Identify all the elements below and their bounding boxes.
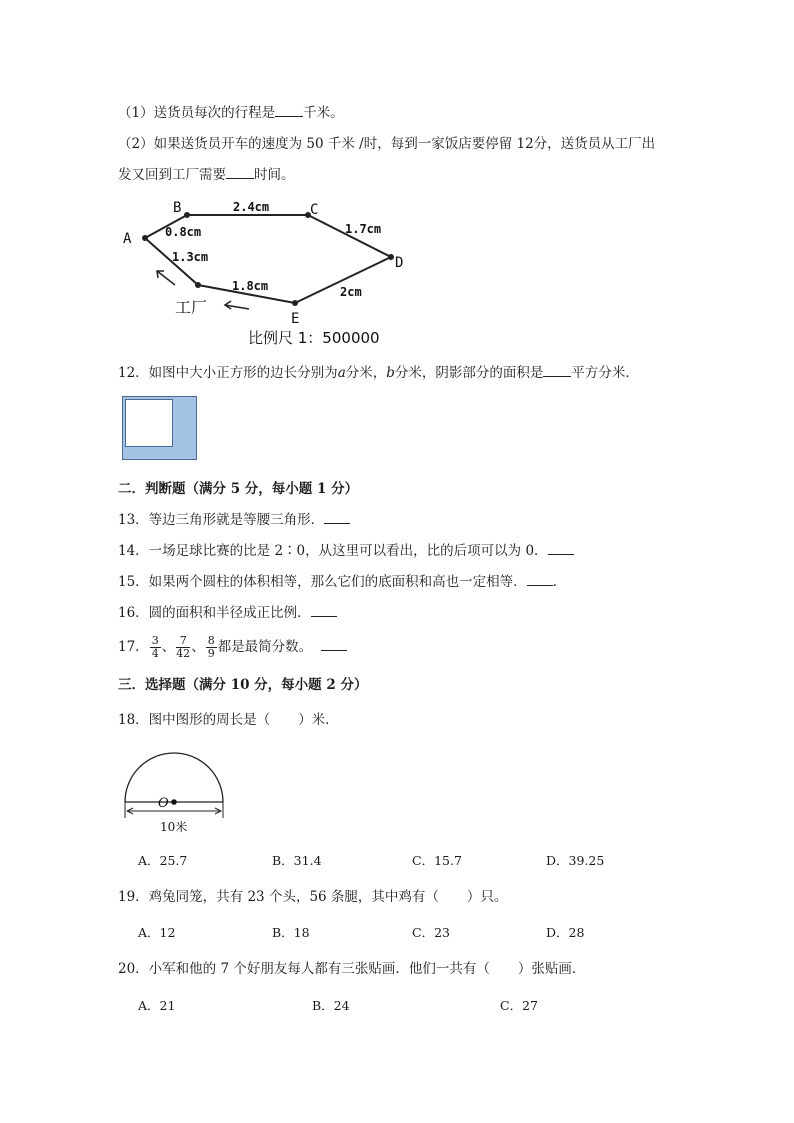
map-scale: 比例尺 1：500000 — [248, 329, 380, 347]
semicircle-figure — [118, 748, 230, 840]
q20-option-c[interactable]: C．27 — [500, 998, 538, 1013]
point-d — [388, 254, 394, 260]
q18: 18．图中图形的周长是（ ）米． — [118, 712, 339, 728]
q17: 17． $\frac{3}{4}$ 、 $\frac{7}{42}$ 、 $\frac{8}{9}$ 都是最简分数。 — [118, 632, 347, 662]
section-2-title: 二．判断题（满分 5 分，每小题 1 分） — [118, 481, 359, 497]
answer-blank[interactable] — [226, 166, 254, 179]
answer-blank[interactable] — [548, 542, 574, 555]
fraction: $\frac{3}{4}$ — [151, 634, 159, 660]
q11-part2-line1: （2）如果送货员开车的速度为 50 千米 /时，每到一家饭店要停留 12分，送货员从工厂出 — [118, 136, 656, 152]
q18-option-c[interactable]: C．15.7 — [412, 853, 462, 868]
answer-blank[interactable] — [321, 638, 347, 651]
label-a: A — [123, 231, 132, 247]
label-d: D — [395, 255, 404, 271]
q11-part1: （1）送货员每次的行程是 千米。 — [118, 105, 344, 121]
q19-option-c[interactable]: C．23 — [412, 925, 450, 940]
q18-option-a[interactable]: A．25.7 — [138, 853, 188, 868]
label-e: E — [291, 311, 300, 327]
q12-text: 12．如图中大小正方形的边长分别为a分米，b分米，阴影部分的面积是 平方分米． — [118, 365, 639, 381]
q19-option-d[interactable]: D．28 — [546, 925, 585, 940]
point-a — [142, 235, 148, 241]
dist-bc: 2.4cm — [233, 200, 270, 214]
point-factory — [195, 282, 201, 288]
answer-blank[interactable] — [324, 511, 350, 524]
squares-figure — [122, 396, 197, 460]
answer-blank[interactable] — [527, 573, 553, 586]
width-label: 10米 — [160, 820, 188, 834]
point-e — [292, 300, 298, 306]
route-map — [115, 195, 425, 350]
dist-ef: 1.8cm — [232, 279, 269, 293]
q18-option-d[interactable]: D．39.25 — [546, 853, 605, 868]
fraction: $\frac{8}{9}$ — [207, 634, 215, 660]
center-point — [171, 799, 177, 805]
q18-option-b[interactable]: B．31.4 — [272, 853, 322, 868]
dist-fa: 1.3cm — [172, 250, 209, 264]
label-factory: 工厂 — [175, 298, 208, 317]
q19-option-a[interactable]: A．12 — [138, 925, 176, 940]
q20-option-b[interactable]: B．24 — [312, 998, 350, 1013]
dist-de: 2cm — [340, 285, 362, 299]
label-c: C — [310, 202, 319, 218]
q14: 14．一场足球比赛的比是 2∶0，从这里可以看出，比的后项可以为 0． — [118, 542, 574, 560]
answer-blank[interactable] — [275, 104, 303, 117]
fraction: $\frac{7}{42}$ — [176, 634, 191, 660]
q16: 16．圆的面积和半径成正比例． — [118, 604, 337, 622]
q19-option-b[interactable]: B．18 — [272, 925, 310, 940]
q15: 15．如果两个圆柱的体积相等，那么它们的底面积和高也一定相等． ． — [118, 574, 567, 590]
q11-part2-line2: 发又回到工厂需要 时间。 — [118, 167, 295, 183]
q20-option-a[interactable]: A．21 — [138, 998, 176, 1013]
label-b: B — [173, 200, 182, 216]
q19: 19．鸡兔同笼，共有 23 个头，56 条腿，其中鸡有（ ）只。 — [118, 889, 508, 905]
answer-blank[interactable] — [543, 364, 571, 377]
dist-ab: 0.8cm — [165, 225, 202, 239]
q20: 20．小军和他的 7 个好朋友每人都有三张贴画．他们一共有（ ）张贴画． — [118, 961, 586, 977]
small-square — [125, 399, 173, 447]
point-b — [184, 212, 190, 218]
dist-cd: 1.7cm — [345, 222, 382, 236]
center-label: O — [158, 796, 169, 811]
q13: 13．等边三角形就是等腰三角形． — [118, 511, 350, 529]
section-3-title: 三．选择题（满分 10 分，每小题 2 分） — [118, 677, 368, 693]
answer-blank[interactable] — [311, 604, 337, 617]
